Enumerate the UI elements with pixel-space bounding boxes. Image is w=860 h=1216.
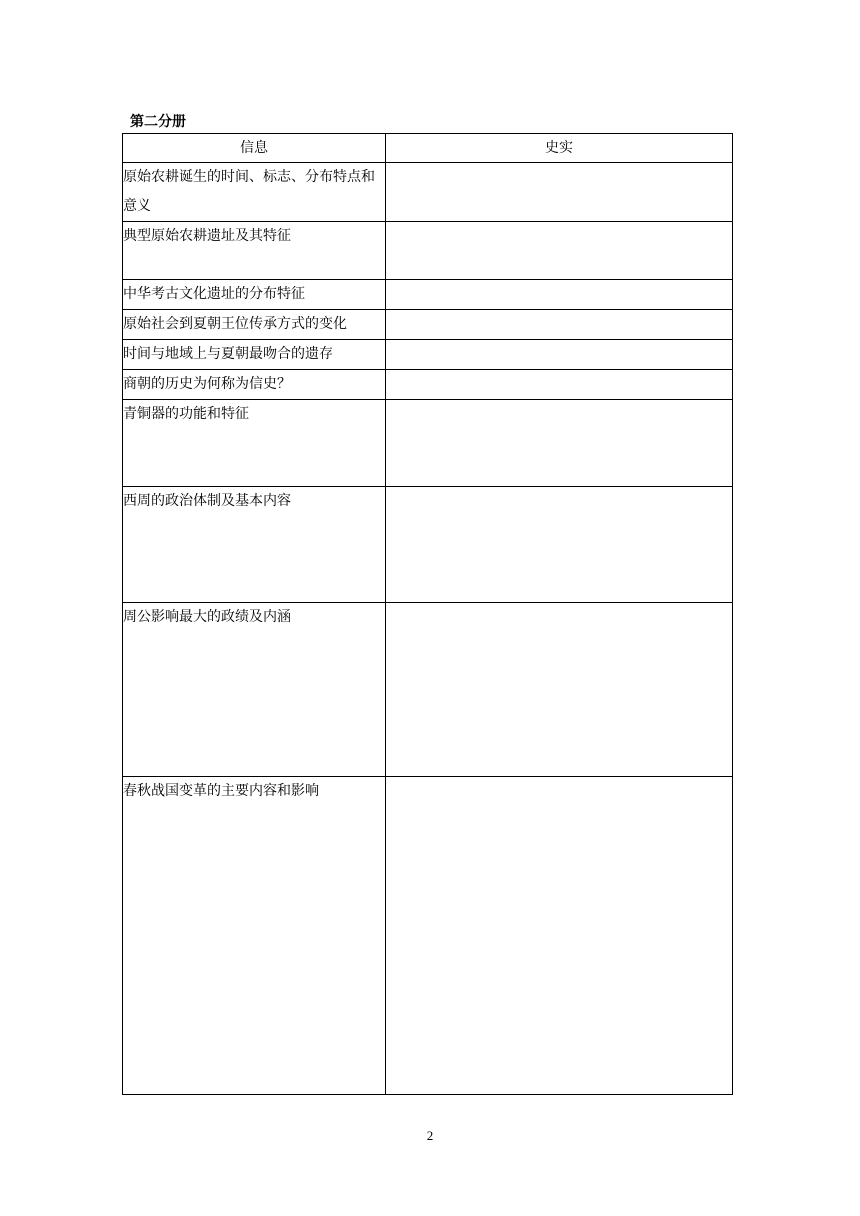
table-row <box>123 777 733 1095</box>
info-cell: 中华考古文化遗址的分布特征 <box>123 280 386 310</box>
table-header-row <box>123 134 733 163</box>
fact-cell[interactable] <box>386 280 733 310</box>
table-row <box>123 340 733 370</box>
table-row <box>123 310 733 340</box>
page-number: 2 <box>426 1128 434 1143</box>
info-cell: 商朝的历史为何称为信史？ <box>123 370 386 400</box>
fact-cell[interactable] <box>386 603 733 777</box>
table-row <box>123 280 733 310</box>
table-row <box>123 603 733 777</box>
fact-cell[interactable] <box>386 222 733 280</box>
table-row <box>123 163 733 222</box>
table-row <box>123 222 733 280</box>
info-cell: 原始社会到夏朝王位传承方式的变化 <box>123 310 386 340</box>
section-title: 第二分册 <box>130 114 186 130</box>
column-header-fact: 史实 <box>386 134 733 163</box>
fact-cell[interactable] <box>386 777 733 1095</box>
table-row <box>123 487 733 603</box>
fact-cell[interactable] <box>386 487 733 603</box>
info-cell: 时间与地域上与夏朝最吻合的遗存 <box>123 340 386 370</box>
fact-cell[interactable] <box>386 370 733 400</box>
info-fact-table <box>122 133 733 1095</box>
info-cell: 原始农耕诞生的时间、标志、分布特点和意义 <box>123 163 386 222</box>
info-cell: 西周的政治体制及基本内容 <box>123 487 386 603</box>
fact-cell[interactable] <box>386 400 733 487</box>
info-cell: 周公影响最大的政绩及内涵 <box>123 603 386 777</box>
table-row <box>123 400 733 487</box>
info-cell: 典型原始农耕遗址及其特征 <box>123 222 386 280</box>
fact-cell[interactable] <box>386 163 733 222</box>
info-cell: 春秋战国变革的主要内容和影响 <box>123 777 386 1095</box>
fact-cell[interactable] <box>386 340 733 370</box>
info-cell: 青铜器的功能和特征 <box>123 400 386 487</box>
fact-cell[interactable] <box>386 310 733 340</box>
table-row <box>123 370 733 400</box>
column-header-info: 信息 <box>123 134 386 163</box>
